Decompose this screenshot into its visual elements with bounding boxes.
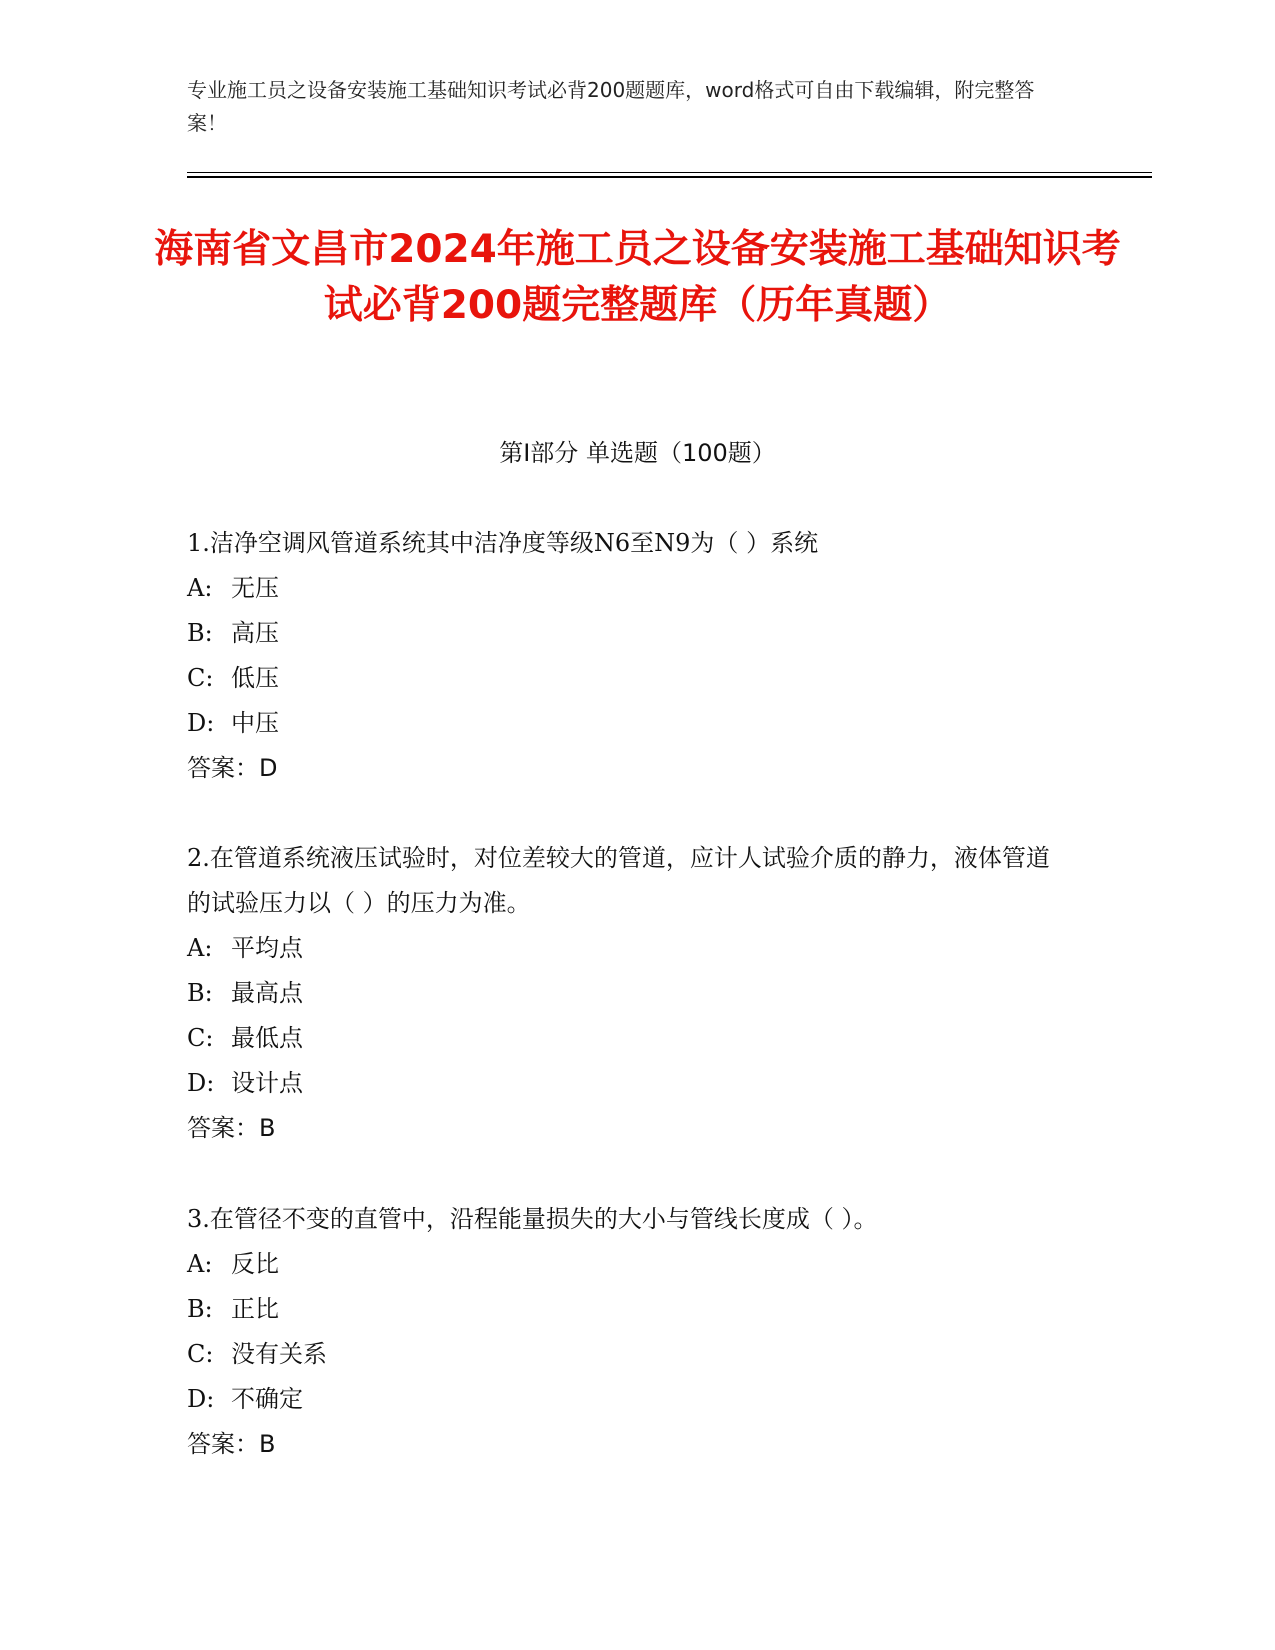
header-rule-thin: [187, 172, 1152, 173]
question-2: [187, 836, 1067, 1151]
option-d: [187, 1061, 1067, 1106]
option-c: [187, 1016, 1067, 1061]
option-letter: B:: [187, 1295, 213, 1323]
question-stem: 1.洁净空调风管道系统其中洁净度等级N6至N9为（ ）系统: [187, 529, 819, 557]
header-rule-thick: [187, 176, 1152, 178]
answer-line: 答案：B: [187, 1430, 276, 1458]
answer-line: 答案：B: [187, 1114, 276, 1142]
option-a: [187, 566, 1067, 611]
answer-line: 答案：D: [187, 754, 278, 782]
option-text: 设计点: [231, 1069, 303, 1097]
option-text: 高压: [231, 619, 279, 647]
option-letter: A:: [187, 1250, 213, 1278]
option-letter: C:: [187, 664, 214, 692]
option-a: [187, 926, 1067, 971]
option-text: 最高点: [231, 979, 303, 1007]
question-stem: 3.在管径不变的直管中，沿程能量损失的大小与管线长度成（ ）。: [187, 1205, 878, 1233]
option-b: [187, 971, 1067, 1016]
section-title: 第Ⅰ部分 单选题（100题）: [499, 439, 776, 467]
option-d: [187, 1377, 1067, 1422]
question-1: [187, 521, 1067, 791]
option-a: [187, 1242, 1067, 1287]
option-text: 反比: [231, 1250, 279, 1278]
option-b: [187, 1287, 1067, 1332]
option-text: 低压: [231, 664, 279, 692]
option-c: [187, 656, 1067, 701]
option-c: [187, 1332, 1067, 1377]
option-letter: C:: [187, 1024, 214, 1052]
option-letter: B:: [187, 979, 213, 1007]
option-letter: A:: [187, 574, 213, 602]
option-letter: D:: [187, 709, 215, 737]
option-letter: D:: [187, 1069, 215, 1097]
option-text: 中压: [231, 709, 279, 737]
question-stem: 2.在管道系统液压试验时，对位差较大的管道，应计人试验介质的静力，液体管道的试验压力以（ ）的压力为准。: [187, 844, 1050, 917]
option-text: 最低点: [231, 1024, 303, 1052]
option-text: 正比: [231, 1295, 279, 1323]
option-text: 平均点: [231, 934, 303, 962]
option-text: 不确定: [231, 1385, 303, 1413]
option-b: [187, 611, 1067, 656]
option-text: 无压: [231, 574, 279, 602]
option-letter: B:: [187, 619, 213, 647]
option-letter: D:: [187, 1385, 215, 1413]
option-letter: A:: [187, 934, 213, 962]
header-note: 专业施工员之设备安装施工基础知识考试必背200题题库，word格式可自由下载编辑，附完整答案！: [187, 78, 1035, 135]
question-3: [187, 1197, 1067, 1467]
option-text: 没有关系: [231, 1340, 327, 1368]
option-d: [187, 701, 1067, 746]
option-letter: C:: [187, 1340, 214, 1368]
document-title: 海南省文昌市2024年施工员之设备安装施工基础知识考试必背200题完整题库（历年真题）: [154, 227, 1121, 328]
